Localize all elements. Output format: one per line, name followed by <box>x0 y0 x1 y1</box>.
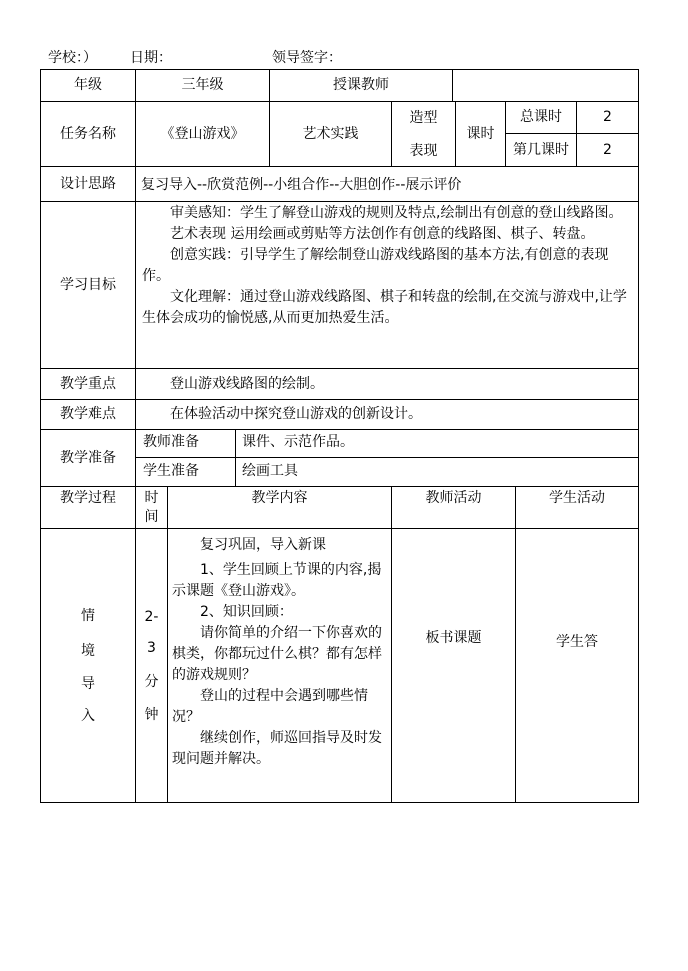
content-line: 请你简单的介绍一下你喜欢的棋类，你都玩过什么棋？都有怎样的游戏规则？ <box>172 625 382 683</box>
content-line: 继续创作，师巡回指导及时发现问题并解决。 <box>172 730 382 767</box>
difficulty-value: 在体验活动中探究登山游戏的创新设计。 <box>170 406 422 422</box>
time-char: 钟 <box>144 707 159 723</box>
content-block <box>172 535 388 797</box>
teacher-prep-value: 课件、示范作品。 <box>242 434 354 450</box>
col-divider <box>167 486 168 803</box>
design-label: 设计思路 <box>60 175 116 192</box>
col-divider <box>235 429 236 487</box>
prep-label: 教学准备 <box>60 449 116 466</box>
student-activity: 学生答 <box>556 634 598 650</box>
time-char: 分 <box>144 674 159 690</box>
content-line: 复习巩固，导入新课 <box>200 537 326 553</box>
key-value: 登山游戏线路图的绘制。 <box>170 376 324 392</box>
domain-line-2: 表现 <box>409 143 438 159</box>
process-label: 教学过程 <box>60 490 116 506</box>
row-divider <box>40 486 639 487</box>
goal-item: 艺术表现 运用绘画或剪贴等方法创作有创意的线路图、棋子、转盘。 <box>170 226 595 242</box>
design-value: 复习导入--欣赏范例--小组合作--大胆创作--展示评价 <box>141 177 462 193</box>
total-periods-value: 2 <box>603 109 612 125</box>
goal-item: 文化理解：通过登山游戏线路图、棋子和转盘的绘制,在交流与游戏中,让学生体会成功的愉悦感,从而更加热爱生活。 <box>142 289 627 326</box>
task-value: 《登山游戏》 <box>160 125 245 142</box>
student-prep-label: 学生准备 <box>143 463 199 479</box>
school-label: 学校：） <box>48 50 97 66</box>
domain-line-1: 造型 <box>409 110 438 126</box>
goals-list <box>142 203 634 367</box>
total-periods-label: 总课时 <box>520 109 562 125</box>
content-line: 2、知识回顾： <box>200 604 293 620</box>
goal-label: 学习目标 <box>60 276 116 293</box>
period-label: 课时 <box>466 125 495 142</box>
row-divider <box>40 528 639 529</box>
teacher-activity: 板书课题 <box>425 630 482 646</box>
leader-sign-label: 领导签字： <box>272 50 342 66</box>
grade-value: 三年级 <box>181 77 224 93</box>
teacher-activity-label: 教师活动 <box>425 490 482 506</box>
date-label: 日期： <box>130 50 172 66</box>
content-line: 登山的过程中会遇到哪些情况？ <box>172 688 368 725</box>
which-period-label: 第几课时 <box>513 141 569 158</box>
content-line: 1、学生回顾上节课的内容,揭示课题《登山游戏》。 <box>172 562 382 599</box>
table-border-right <box>638 69 639 803</box>
goal-item: 创意实践：引导学生了解绘制登山游戏线路图的基本方法,有创意的表现作。 <box>142 247 609 284</box>
time-char: 2- <box>144 609 159 625</box>
time-char: 3 <box>147 640 156 656</box>
stage-char: 导 <box>81 676 95 692</box>
difficulty-label: 教学难点 <box>60 406 116 422</box>
goal-item: 审美感知：学生了解登山游戏的规则及特点,绘制出有创意的登山线路图。 <box>170 205 623 221</box>
stage-char: 情 <box>81 608 95 624</box>
task-label: 任务名称 <box>60 125 116 142</box>
teacher-value <box>453 70 638 101</box>
table-border-bottom <box>40 802 639 803</box>
row-divider <box>136 457 639 458</box>
student-prep-value: 绘画工具 <box>242 463 298 479</box>
category-value: 艺术实践 <box>302 125 359 142</box>
which-period-value: 2 <box>603 141 612 158</box>
key-label: 教学重点 <box>60 375 116 392</box>
teacher-prep-label: 教师准备 <box>143 434 199 450</box>
time-label-1: 时 <box>144 490 159 506</box>
student-activity-label: 学生活动 <box>549 490 605 506</box>
grade-label: 年级 <box>74 77 102 93</box>
time-label-2: 间 <box>144 509 159 525</box>
stage-char: 入 <box>81 708 95 724</box>
stage-char: 境 <box>81 643 95 659</box>
content-label: 教学内容 <box>251 490 308 506</box>
teacher-label: 授课教师 <box>333 77 389 93</box>
